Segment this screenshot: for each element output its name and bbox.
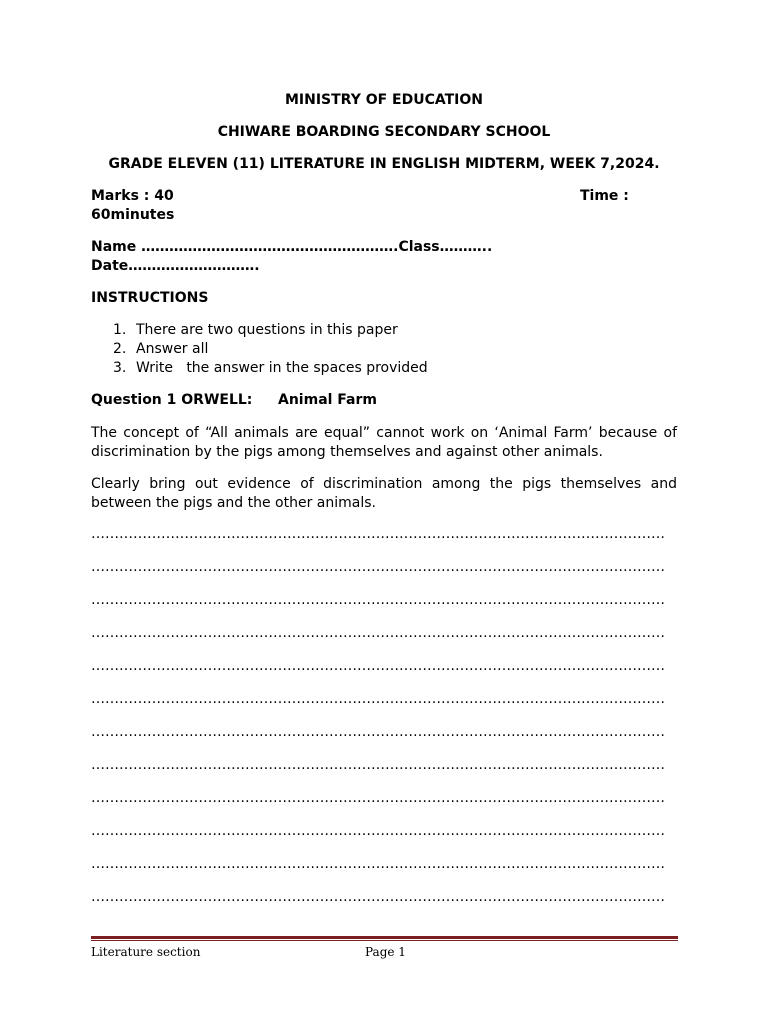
ministry-heading: MINISTRY OF EDUCATION: [284, 92, 484, 108]
answer-line[interactable]: ……………………………………………………………………………………………………………: [91, 658, 665, 674]
duration-label: 60minutes: [91, 207, 175, 223]
marks-label: Marks : 40: [91, 188, 174, 204]
name-class-field: Name ……………………………………………….Class………..: [91, 239, 493, 255]
instructions-heading: INSTRUCTIONS: [91, 290, 209, 306]
answer-line[interactable]: ……………………………………………………………………………………………………………: [91, 691, 665, 707]
answer-line[interactable]: ……………………………………………………………………………………………………………: [91, 757, 665, 773]
answer-line[interactable]: ……………………………………………………………………………………………………………: [91, 889, 665, 905]
question-paragraph-2: Clearly bring out evidence of discrimination among the pigs themselves and between the pigs and the other animals.: [91, 476, 677, 511]
instruction-number: 2.: [113, 341, 127, 357]
instruction-number: 1.: [113, 322, 127, 338]
date-field: Date……………………….: [91, 258, 260, 274]
answer-line[interactable]: ……………………………………………………………………………………………………………: [91, 559, 665, 575]
school-heading: CHIWARE BOARDING SECONDARY SCHOOL: [217, 124, 551, 140]
answer-line[interactable]: ……………………………………………………………………………………………………………: [91, 823, 665, 839]
question-title: Animal Farm: [278, 392, 377, 408]
answer-line[interactable]: ……………………………………………………………………………………………………………: [91, 592, 665, 608]
footer-rule-thin: [91, 940, 678, 941]
instruction-text: Write the answer in the spaces provided: [136, 360, 428, 376]
time-label: Time :: [580, 188, 629, 204]
answer-line[interactable]: ……………………………………………………………………………………………………………: [91, 724, 665, 740]
answer-line[interactable]: ……………………………………………………………………………………………………………: [91, 625, 665, 641]
answer-line[interactable]: ……………………………………………………………………………………………………………: [91, 790, 665, 806]
answer-line[interactable]: ……………………………………………………………………………………………………………: [91, 526, 665, 542]
question-paragraph-1: The concept of “All animals are equal” cannot work on ‘Animal Farm’ because of discrimination by the pigs among themselves and against other animals.: [91, 425, 677, 460]
exam-heading: GRADE ELEVEN (11) LITERATURE IN ENGLISH MIDTERM, WEEK 7,2024.: [108, 156, 660, 172]
footer-page-number: Page 1: [365, 945, 406, 959]
question-label: Question 1 ORWELL:: [91, 392, 253, 408]
answer-line[interactable]: ……………………………………………………………………………………………………………: [91, 856, 665, 872]
instruction-text: Answer all: [136, 341, 209, 357]
footer-section: Literature section: [91, 945, 201, 959]
footer-rule-thick: [91, 936, 678, 939]
instruction-text: There are two questions in this paper: [136, 322, 398, 338]
instruction-number: 3.: [113, 360, 127, 376]
